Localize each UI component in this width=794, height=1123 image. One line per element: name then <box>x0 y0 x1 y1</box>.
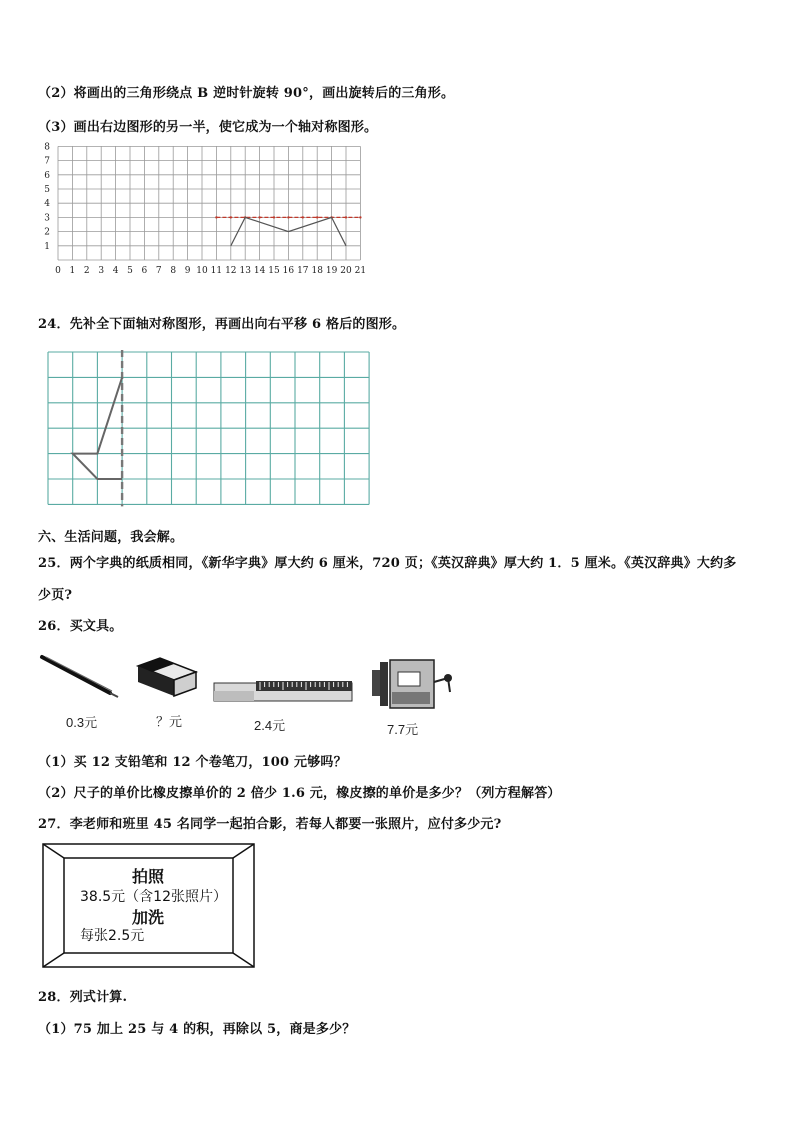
coordinate-grid <box>36 142 367 288</box>
q28-prompt: 28．列式计算. <box>38 990 128 1005</box>
pencil-sharpener-icon <box>368 652 454 714</box>
y-tick-label: 1 <box>44 241 50 252</box>
x-tick-label: 6 <box>141 266 148 276</box>
card-reprint-price: 每张2.5元 <box>80 928 145 944</box>
x-tick-label: 9 <box>184 266 191 276</box>
x-tick-label: 17 <box>297 266 309 276</box>
symmetry-grid <box>44 348 374 508</box>
card-title-photo: 拍照 <box>132 867 165 886</box>
x-tick-label: 21 <box>354 266 367 276</box>
sharpener-price: 7.7元 <box>387 722 419 737</box>
x-tick-label: 20 <box>340 266 352 276</box>
card-photo-price: 38.5元（含12张照片） <box>80 889 227 905</box>
pencil-price: 0.3元 <box>66 715 98 730</box>
x-tick-label: 13 <box>239 266 251 276</box>
q23-part2-text: （2）将画出的三角形绕点 B 逆时针旋转 90°，画出旋转后的三角形。 <box>38 86 455 101</box>
y-tick-label: 6 <box>44 170 50 181</box>
pencil-icon <box>38 653 120 703</box>
y-tick-label: 4 <box>44 199 50 210</box>
axis-dot <box>359 216 361 218</box>
x-tick-label: 2 <box>83 266 90 276</box>
eraser-price: ？元 <box>156 714 183 729</box>
ruler-price: 2.4元 <box>254 718 286 733</box>
axis-dot <box>345 216 347 218</box>
x-tick-label: 10 <box>196 266 208 276</box>
ruler-icon <box>212 677 356 711</box>
q25-text-line1: 25．两个字典的纸质相同，《新华字典》厚大约 6 厘米，720 页；《英汉辞典》厚大约 1．5 厘米。《英汉辞典》大约多 <box>38 556 737 571</box>
y-tick-label: 7 <box>44 156 50 167</box>
q24-prompt: 24．先补全下面轴对称图形，再画出向右平移 6 格后的图形。 <box>38 317 406 332</box>
q25-text-line2: 少页? <box>38 588 73 603</box>
x-tick-label: 5 <box>127 266 133 276</box>
x-tick-label: 16 <box>282 266 295 276</box>
axis-dot <box>258 216 260 218</box>
q26-part2-text: （2）尺子的单价比橡皮擦单价的 2 倍少 1.6 元，橡皮擦的单价是多少？（列方程解答） <box>38 786 561 801</box>
axis-dot <box>273 216 275 218</box>
q27-prompt: 27．李老师和班里 45 名同学一起拍合影，若每人都要一张照片，应付多少元? <box>38 817 502 832</box>
y-tick-label: 3 <box>44 213 50 224</box>
eraser-icon <box>134 656 200 700</box>
section-6-title: 六、生活问题，我会解。 <box>38 530 184 545</box>
axis-dot <box>230 216 232 218</box>
x-tick-label: 11 <box>210 266 223 276</box>
x-tick-label: 15 <box>268 266 280 276</box>
axis-dot <box>302 216 304 218</box>
q28-part1-text: （1）75 加上 25 与 4 的积，再除以 5，商是多少？ <box>38 1022 356 1037</box>
axis-dot <box>215 216 217 218</box>
card-title-reprint: 加洗 <box>132 908 165 927</box>
x-tick-label: 1 <box>69 266 76 276</box>
x-tick-label: 12 <box>225 266 237 276</box>
q26-part1-text: （1）买 12 支铅笔和 12 个卷笔刀，100 元够吗？ <box>38 755 347 770</box>
x-tick-label: 4 <box>112 266 119 276</box>
y-tick-label: 8 <box>44 142 50 153</box>
x-tick-label: 19 <box>325 266 338 276</box>
y-tick-label: 5 <box>44 185 50 195</box>
x-tick-label: 8 <box>170 266 177 276</box>
x-tick-label: 0 <box>55 266 61 276</box>
axis-dot <box>287 216 289 218</box>
x-tick-label: 7 <box>155 266 162 276</box>
x-tick-label: 3 <box>98 266 105 276</box>
q23-part3-text: （3）画出右边图形的另一半，使它成为一个轴对称图形。 <box>38 120 378 135</box>
q26-prompt: 26．买文具。 <box>38 619 123 634</box>
x-tick-label: 14 <box>253 266 266 276</box>
x-tick-label: 18 <box>311 266 323 276</box>
y-tick-label: 2 <box>44 227 50 238</box>
axis-dot <box>316 216 318 218</box>
